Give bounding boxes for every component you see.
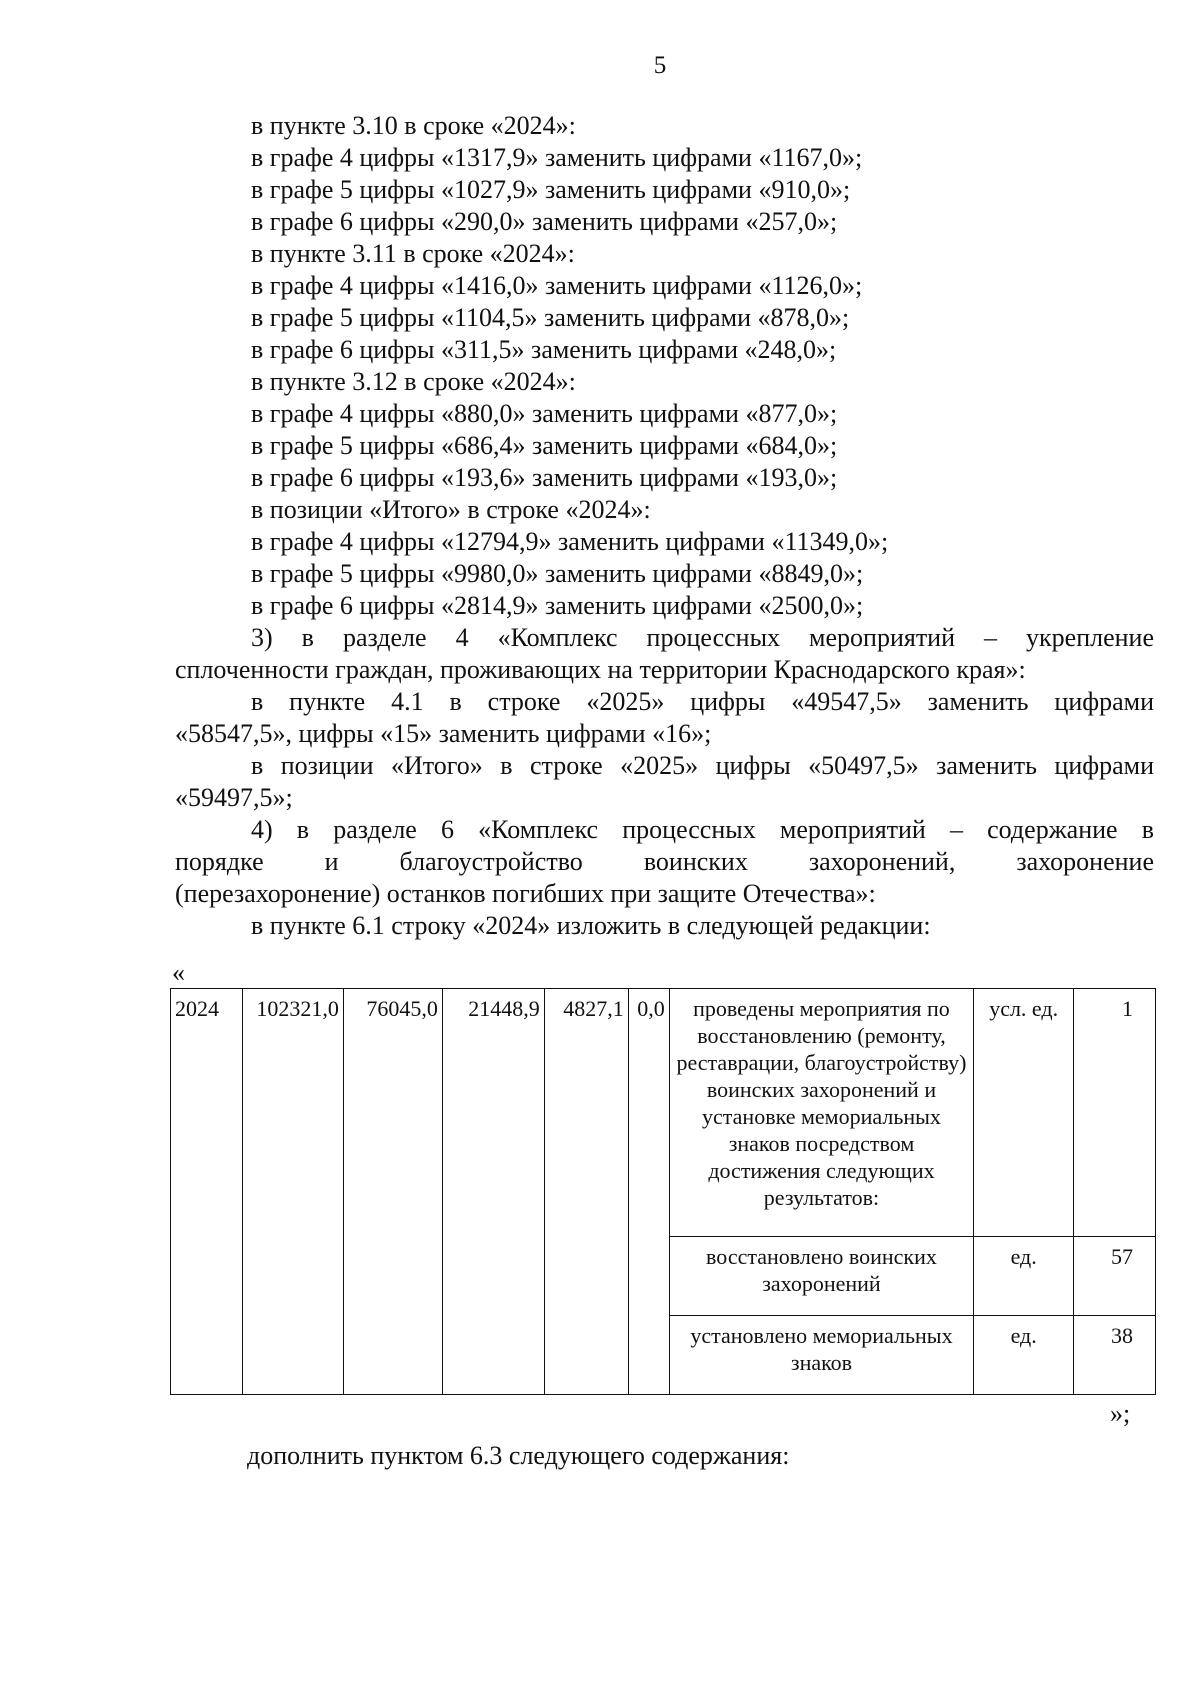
result-description: проведены мероприятия по восстановлению (ремонту, реставрации, благоустройству) воинских захоронений и установке мемориальных знаков посредством достижения следующих результатов: bbox=[669, 989, 974, 1237]
text-line: в графе 5 цифры «1104,5» заменить цифрами «878,0»; bbox=[251, 303, 850, 332]
para4-line4: в пункте 6.1 строку «2024» изложить в следующей редакции: bbox=[251, 911, 931, 940]
para4-line3: (перезахоронение) останков погибших при защите Отечества»: bbox=[175, 879, 876, 908]
inserted-table bbox=[170, 988, 1156, 1395]
result-unit: ед. bbox=[974, 1316, 1074, 1395]
text-line: в графе 4 цифры «12794,9» заменить цифрами «11349,0»; bbox=[251, 527, 889, 556]
text-line: в пункте 3.10 в сроке «2024»: bbox=[251, 111, 576, 140]
year-cell: 2024 bbox=[171, 989, 243, 1395]
text-line: в графе 5 цифры «9980,0» заменить цифрами «8849,0»; bbox=[251, 559, 864, 588]
text-line: в графе 5 цифры «1027,9» заменить цифрами «910,0»; bbox=[251, 175, 851, 204]
table-row bbox=[171, 989, 1156, 1237]
text-line: в пункте 3.11 в сроке «2024»: bbox=[251, 239, 575, 268]
text-line: в графе 5 цифры «686,4» заменить цифрами «684,0»; bbox=[251, 431, 838, 460]
para3-line2: сплоченности граждан, проживающих на территории Краснодарского края»: bbox=[175, 655, 1026, 684]
result-value: 38 bbox=[1074, 1316, 1156, 1395]
col4-cell: 21448,9 bbox=[442, 989, 544, 1395]
document-body bbox=[175, 110, 1154, 942]
para3-line3: в пункте 4.1 в строке «2025» цифры «49547,5» заменить цифрами bbox=[251, 687, 1154, 716]
open-quote: « bbox=[172, 958, 185, 987]
para3-line4: «58547,5», цифры «15» заменить цифрами «16»; bbox=[175, 719, 712, 748]
col6-cell: 0,0 bbox=[628, 989, 669, 1395]
para4-line1: 4) в разделе 6 «Комплекс процессных мероприятий – содержание в bbox=[251, 815, 1154, 844]
close-quote: »; bbox=[1110, 1399, 1131, 1428]
col3-cell: 76045,0 bbox=[343, 989, 442, 1395]
para4-line2: порядке и благоустройство воинских захоронений, захоронение bbox=[175, 847, 1154, 876]
page-number: 5 bbox=[653, 52, 667, 79]
text-line: в графе 4 цифры «1416,0» заменить цифрами «1126,0»; bbox=[251, 271, 863, 300]
result-unit: ед. bbox=[974, 1237, 1074, 1316]
text-line: в пункте 3.12 в сроке «2024»: bbox=[251, 367, 576, 396]
result-description: установлено мемориальных знаков bbox=[669, 1316, 974, 1395]
result-value: 57 bbox=[1074, 1237, 1156, 1316]
result-unit: усл. ед. bbox=[974, 989, 1074, 1237]
text-line: в графе 6 цифры «193,6» заменить цифрами «193,0»; bbox=[251, 463, 838, 492]
total-cell: 102321,0 bbox=[242, 989, 343, 1395]
text-line: в графе 4 цифры «1317,9» заменить цифрами «1167,0»; bbox=[251, 143, 863, 172]
para3-line6: «59497,5»; bbox=[175, 783, 293, 812]
text-line: в позиции «Итого» в строке «2024»: bbox=[251, 495, 651, 524]
col5-cell: 4827,1 bbox=[544, 989, 628, 1395]
para3-line1: 3) в разделе 4 «Комплекс процессных мероприятий – укрепление bbox=[251, 623, 1154, 652]
text-line: в графе 6 цифры «311,5» заменить цифрами «248,0»; bbox=[251, 335, 837, 364]
closing-instruction: дополнить пунктом 6.3 следующего содержания: bbox=[247, 1441, 790, 1470]
text-line: в графе 6 цифры «290,0» заменить цифрами «257,0»; bbox=[251, 207, 838, 236]
text-line: в графе 4 цифры «880,0» заменить цифрами «877,0»; bbox=[251, 399, 838, 428]
para3-line5: в позиции «Итого» в строке «2025» цифры «50497,5» заменить цифрами bbox=[251, 751, 1154, 780]
text-line: в графе 6 цифры «2814,9» заменить цифрами «2500,0»; bbox=[251, 591, 864, 620]
result-value: 1 bbox=[1074, 989, 1156, 1237]
result-description: восстановлено воинских захоронений bbox=[669, 1237, 974, 1316]
